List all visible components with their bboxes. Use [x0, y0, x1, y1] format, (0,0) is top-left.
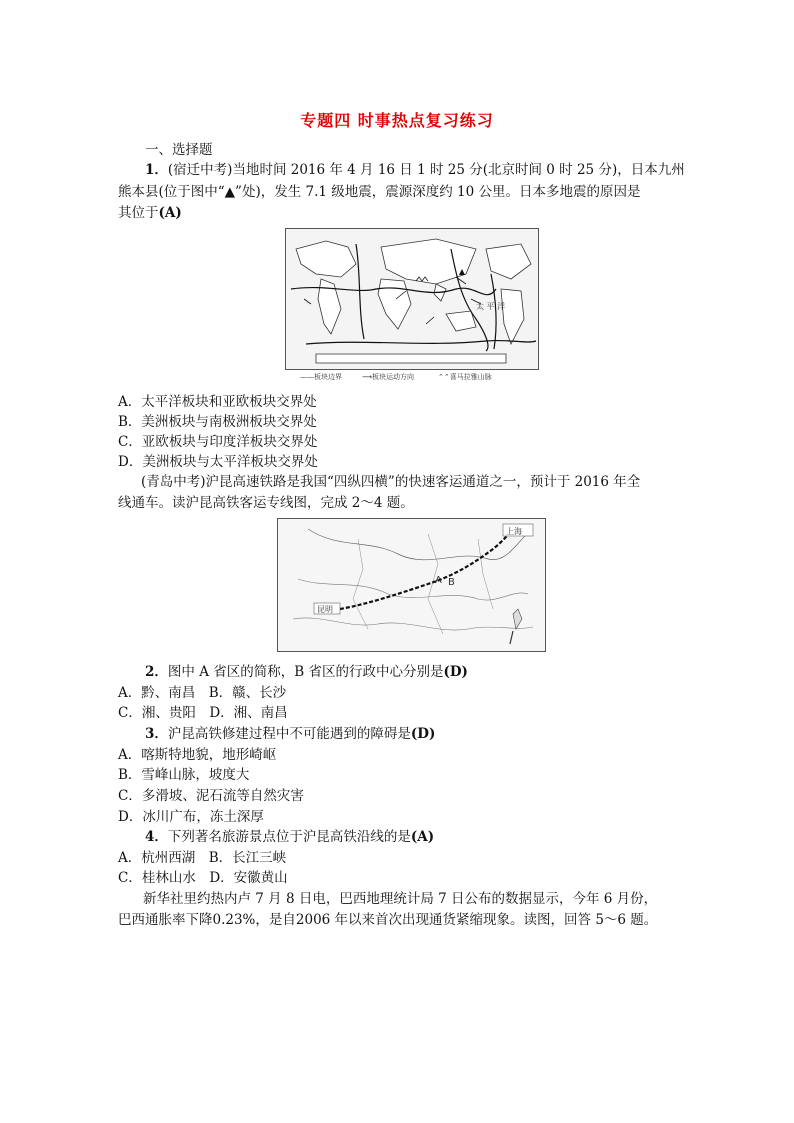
- q2-options-2: C．湘、贵阳 D．湘、南昌: [118, 705, 288, 721]
- q1-option-c: C．亚欧板块与印度洋板块交界处: [118, 434, 318, 450]
- legend-himalaya-label: 喜马拉雅山脉: [449, 373, 492, 381]
- q3-option-d: D．冰川广布，冻土深厚: [118, 809, 264, 825]
- q1-stem-3: 其位于: [118, 205, 159, 221]
- legend-boundary-label: 板块边界: [314, 373, 342, 381]
- q3-stem-line: [145, 724, 435, 744]
- q1-line1: [145, 160, 685, 180]
- q1-option-a: A．太平洋板块和亚欧板块交界处: [118, 394, 317, 410]
- legend-boundary-line: ——: [300, 373, 314, 381]
- q1-stem-1: (宿迁中考)当地时间 2016 年 4 月 16 日 1 时 25 分(北京时间 0 时 25 分)，日本九州: [167, 162, 685, 178]
- q4-stem: 下列著名旅游景点位于沪昆高铁沿线的是: [167, 829, 411, 845]
- railway-map-graphic: [278, 519, 545, 651]
- plate-map-graphic: [286, 229, 538, 369]
- q3-option-b: B．雪峰山脉，坡度大: [118, 767, 250, 783]
- q4-options-2: C．桂林山水 D．安徽黄山: [118, 870, 288, 886]
- legend-boundary: [300, 372, 342, 382]
- pacific-label: 太 平 洋: [476, 302, 506, 311]
- q2-stem: 图中 A 省区的简称，B 省区的行政中心分别是: [167, 664, 444, 680]
- q3-option-c: C．多滑坡、泥石流等自然灾害: [118, 788, 304, 804]
- label-a: A: [435, 575, 442, 586]
- mountain-icon: ⌃⌃: [438, 373, 450, 381]
- label-kunming: 昆明: [317, 605, 333, 614]
- world-plate-map: [285, 228, 539, 370]
- q4-stem-line: [145, 827, 434, 847]
- legend-motion-label: 板块运动方向: [372, 373, 415, 381]
- q1-option-d: D．美洲板块与太平洋板块交界处: [118, 454, 318, 470]
- label-b: B: [448, 577, 455, 588]
- intro5-line2: 巴西通胀率下降0.23%，是自2006 年以来首次出现通货紧缩现象。读图，回答 5～6 题。: [118, 912, 658, 928]
- q2-options-1: A．黔、南昌 B．赣、长沙: [118, 685, 287, 701]
- railway-map: [277, 518, 546, 652]
- q1-option-b: B．美洲板块与南极洲板块交界处: [118, 414, 317, 430]
- legend-himalaya: [438, 372, 492, 382]
- intro2-line1: (青岛中考)沪昆高速铁路是我国“四纵四横”的快速客运通道之一，预计于 2016 年全: [141, 474, 641, 490]
- q1-stem-2: 熊本县(位于图中“▲”处)，发生 7.1 级地震，震源深度约 10 公里。日本多地震的原因是: [118, 184, 641, 200]
- q3-stem: 沪昆高铁修建过程中不可能遇到的障碍是: [167, 726, 411, 742]
- q3-number: 3．: [145, 726, 168, 742]
- intro5-line1: 新华社里约热内卢 7 月 8 日电，巴西地理统计局 7 日公布的数据显示，今年 6 月份，: [143, 891, 658, 907]
- q2-answer: (D): [443, 664, 468, 680]
- q4-number: 4．: [145, 829, 168, 845]
- page-title: 专题四 时事热点复习练习: [300, 111, 494, 130]
- q4-options-1: A．杭州西湖 B．长江三峡: [118, 850, 287, 866]
- q2-stem-line: [145, 662, 468, 682]
- q3-answer: (D): [410, 726, 436, 742]
- q1-number: 1．: [145, 162, 168, 178]
- intro2-line2: 线通车。读沪昆高铁客运专线图，完成 2～4 题。: [118, 495, 414, 511]
- q4-answer: (A): [410, 829, 435, 845]
- section-heading: 一、选择题: [145, 142, 213, 158]
- q2-number: 2．: [145, 664, 168, 680]
- legend-motion: [362, 372, 414, 382]
- q1-line3: [118, 203, 182, 223]
- q1-answer: (A): [158, 205, 182, 221]
- arrow-icon: ⟶: [362, 373, 373, 381]
- label-shanghai: 上海: [506, 527, 522, 536]
- q3-option-a: A．喀斯特地貌，地形崎岖: [118, 747, 277, 763]
